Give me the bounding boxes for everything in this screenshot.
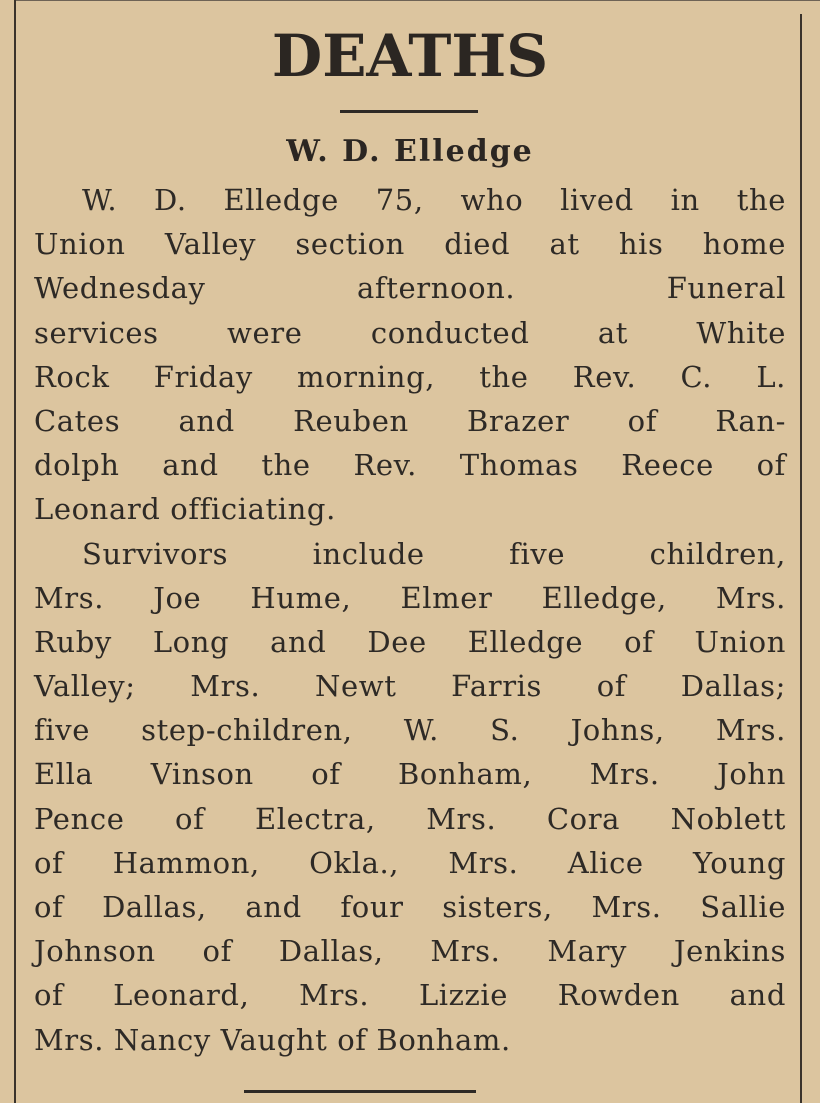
body-line: dolph and the Rev. Thomas Reece of	[34, 448, 786, 483]
body-line: Ella Vinson of Bonham, Mrs. John	[34, 757, 786, 792]
body-line: of Hammon, Okla., Mrs. Alice Young	[34, 845, 786, 880]
body-line: Pence of Electra, Mrs. Cora Noblett	[34, 801, 786, 836]
body-line: Wednesday afternoon. Funeral	[34, 271, 786, 306]
body-line: Union Valley section died at his home	[34, 227, 786, 262]
body-line: of Leonard, Mrs. Lizzie Rowden and	[34, 978, 786, 1013]
body-line: Johnson of Dallas, Mrs. Mary Jenkins	[34, 934, 786, 969]
body-line: Rock Friday morning, the Rev. C. L.	[34, 359, 786, 394]
body-line: Mrs. Nancy Vaught of Bonham.	[34, 1022, 511, 1057]
body-line: Valley; Mrs. Newt Farris of Dallas;	[34, 669, 786, 704]
title-divider	[340, 110, 478, 113]
body-line: W. D. Elledge 75, who lived in the	[82, 183, 786, 217]
obituary-headline: W. D. Elledge	[286, 134, 534, 169]
end-rule	[244, 1090, 476, 1093]
body-line: Cates and Reuben Brazer of Ran-	[34, 403, 786, 438]
top-border	[14, 0, 820, 1]
body-line: Leonard officiating.	[34, 492, 336, 527]
body-line: Mrs. Joe Hume, Elmer Elledge, Mrs.	[34, 580, 786, 615]
body-line: Survivors include five children,	[82, 536, 786, 571]
body-line: five step-children, W. S. Johns, Mrs.	[34, 713, 786, 748]
right-column-rule	[800, 14, 802, 1103]
body-line: Ruby Long and Dee Elledge of Union	[34, 624, 786, 659]
obituary-body	[34, 178, 786, 1062]
section-title: DEATHS	[271, 22, 549, 90]
body-line: of Dallas, and four sisters, Mrs. Sallie	[34, 890, 786, 924]
body-line: services were conducted at White	[34, 315, 786, 350]
